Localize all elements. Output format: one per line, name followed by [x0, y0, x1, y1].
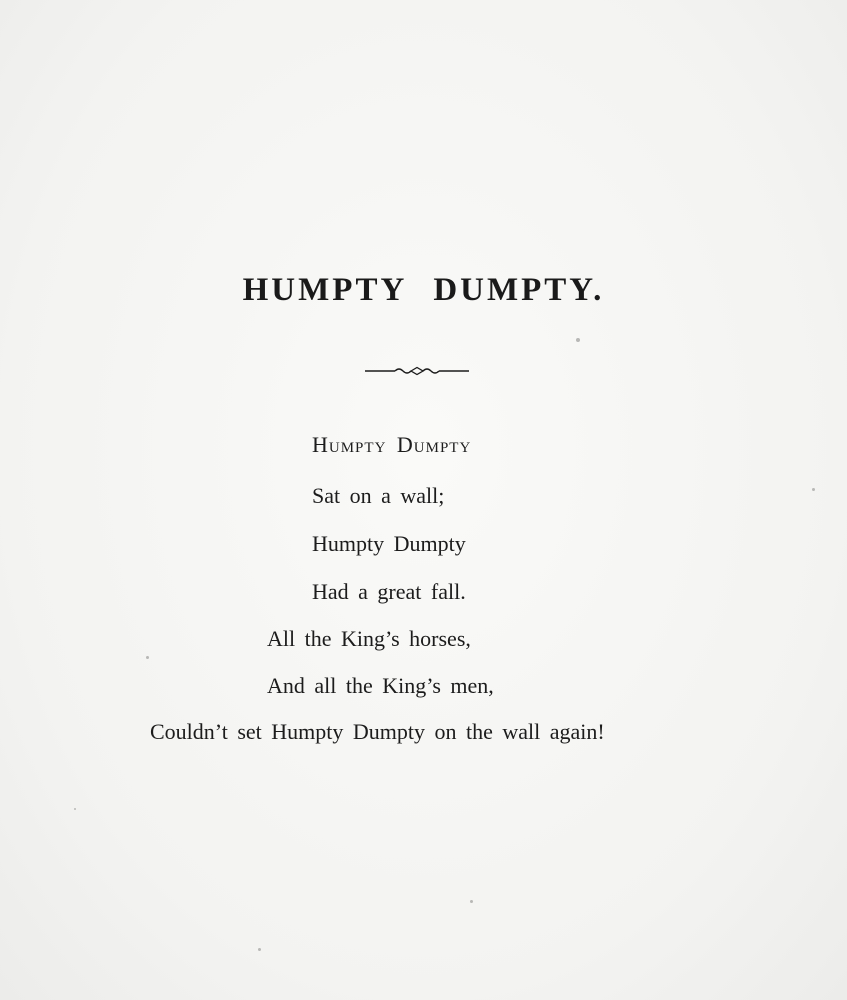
- verse-line-2: Sat on a wall;: [312, 483, 445, 508]
- paper-speck: [146, 656, 149, 659]
- paper-speck: [812, 488, 815, 491]
- paper-speck: [258, 948, 261, 951]
- scroll-ornament-icon: [365, 364, 469, 378]
- verse-line-3: Humpty Dumpty: [312, 531, 466, 556]
- verse-line-5: All the King’s horses,: [267, 626, 471, 651]
- page-title: HUMPTY DUMPTY.: [242, 272, 605, 308]
- verse-line-4: Had a great fall.: [312, 579, 466, 604]
- paper-speck: [74, 808, 76, 810]
- verse-line-7: Couldn’t set Humpty Dumpty on the wall again!: [150, 719, 605, 744]
- verse-line-1: Humpty Dumpty: [312, 432, 472, 457]
- paper-speck: [576, 338, 580, 342]
- verse-line-6: And all the King’s men,: [267, 673, 494, 698]
- paper-speck: [470, 900, 473, 903]
